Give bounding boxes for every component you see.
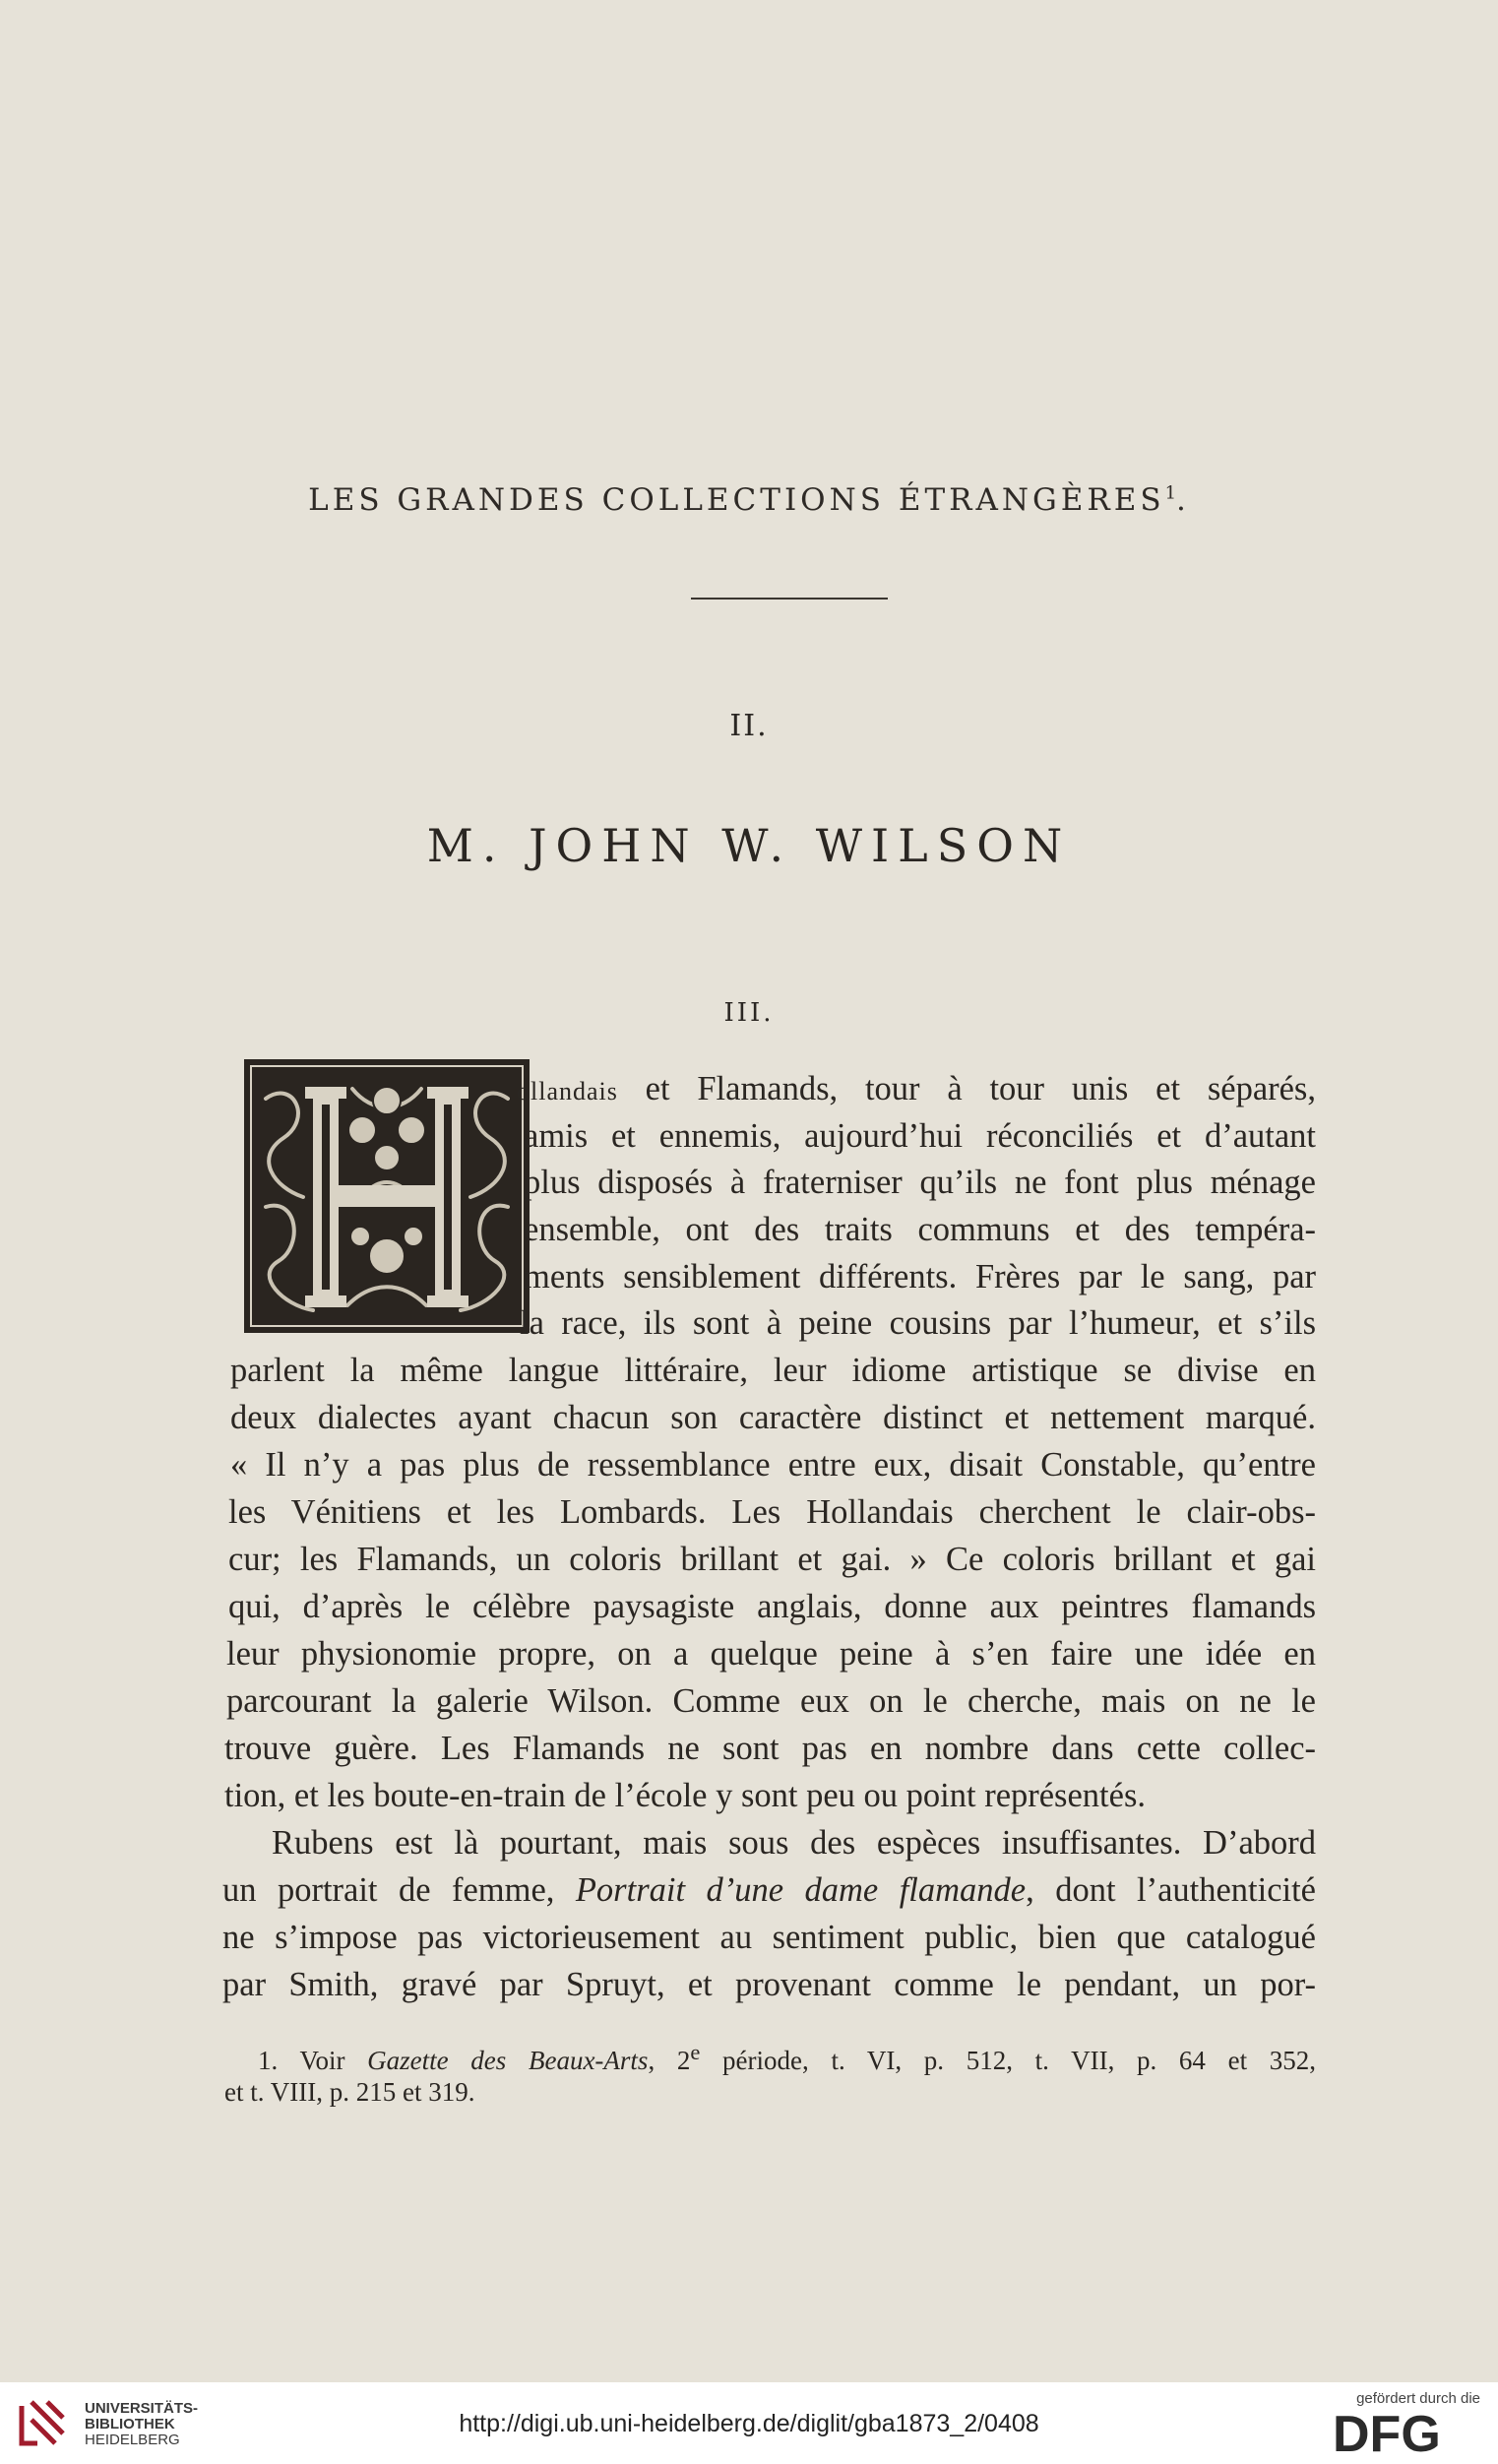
footnote-marker[interactable]: 1 [1164,482,1177,504]
body-line-13: leur physionomie propre, on a quelque peine à s’en faire une idée en [226,1635,1316,1673]
body-line-11: cur; les Flamands, un coloris brillant et gai. » Ce coloris brillant et gai [228,1541,1316,1578]
body-line-4: ensemble, ont des traits communs et des tempéra- [524,1211,1316,1248]
body-line-17: Rubens est là pourtant, mais sous des espèces insuffisantes. D’abord [272,1824,1316,1862]
body-line-12: qui, d’après le célèbre paysagiste anglais, donne aux peintres flamands [228,1588,1316,1625]
body-line-14: parcourant la galerie Wilson. Comme eux on le cherche, mais on ne le [226,1682,1316,1720]
section-number: III. [723,998,775,1028]
body-line-9: « Il n’y a pas plus de ressemblance entre eux, disait Constable, qu’entre [230,1446,1316,1484]
artwork-title: Portrait d’une dame flamande [575,1871,1027,1909]
permalink-url[interactable]: http://digi.ub.uni-heidelberg.de/diglit/gba1873_2/0408 [459,2410,1039,2437]
body-line-18: un portrait de femme, Portrait d’une dame flamande, dont l’authenticité [222,1871,1316,1909]
ornamental-initial-h [244,1059,530,1333]
body-line-19: ne s’impose pas victorieusement au sentiment public, bien que catalogué [222,1919,1316,1956]
journal-title: Gazette des Beaux-Arts [367,2046,649,2075]
body-line-7: parlent la même langue littéraire, leur idiome artistique se divise en [230,1352,1316,1389]
article-title: M. JOHN W. WILSON [426,819,1072,872]
body-line-1: ollandais et Flamands, tour à tour unis et séparés, [517,1070,1316,1107]
library-name: UNIVERSITÄTS- BIBLIOTHEK HEIDELBERG [85,2400,199,2448]
body-line-10: les Vénitiens et les Lombards. Les Hollandais cherchent le clair-obs- [228,1493,1316,1531]
footnote-number: 1. [258,2046,279,2075]
body-line-16: tion, et les boute-en-train de l’école y sont peu ou point représentés. [224,1777,1146,1814]
body-line-5: ments sensiblement différents. Frères par le sang, par [524,1258,1316,1295]
title-divider [691,598,888,600]
body-line-15: trouve guère. Les Flamands ne sont pas en nombre dans cette collec- [224,1730,1316,1767]
dfg-logo-text: DFG [1333,2406,1441,2457]
part-number: II. [729,709,769,743]
funding-label: gefördert durch die [1356,2390,1480,2407]
footnote-line-1: 1. Voir Gazette des Beaux-Arts, 2e période, t. VI, p. 512, t. VII, p. 64 et 352, [258,2040,1317,2075]
footnote-line-2: et t. VIII, p. 215 et 319. [224,2077,475,2107]
smallcaps-word: ollandais [517,1077,618,1106]
body-line-8: deux dialectes ayant chacun son caractère distinct et nettement marqué. [230,1399,1316,1436]
body-line-2: amis et ennemis, aujourd’hui réconciliés et d’autant [524,1117,1316,1155]
body-line-6: la race, ils sont à peine cousins par l’humeur, et s’ils [520,1304,1316,1342]
dfg-logo-icon[interactable] [1333,2406,1478,2457]
body-line-20: par Smith, gravé par Spruyt, et provenant comme le pendant, un por- [222,1966,1316,2003]
running-title-text: LES GRANDES COLLECTIONS ÉTRANGÈRES [308,482,1165,518]
body-line-3: plus disposés à fraterniser qu’ils ne font plus ménage [524,1164,1316,1201]
digitization-footer [0,2382,1498,2464]
running-title [0,482,1498,518]
running-title-period: . [1176,482,1190,518]
